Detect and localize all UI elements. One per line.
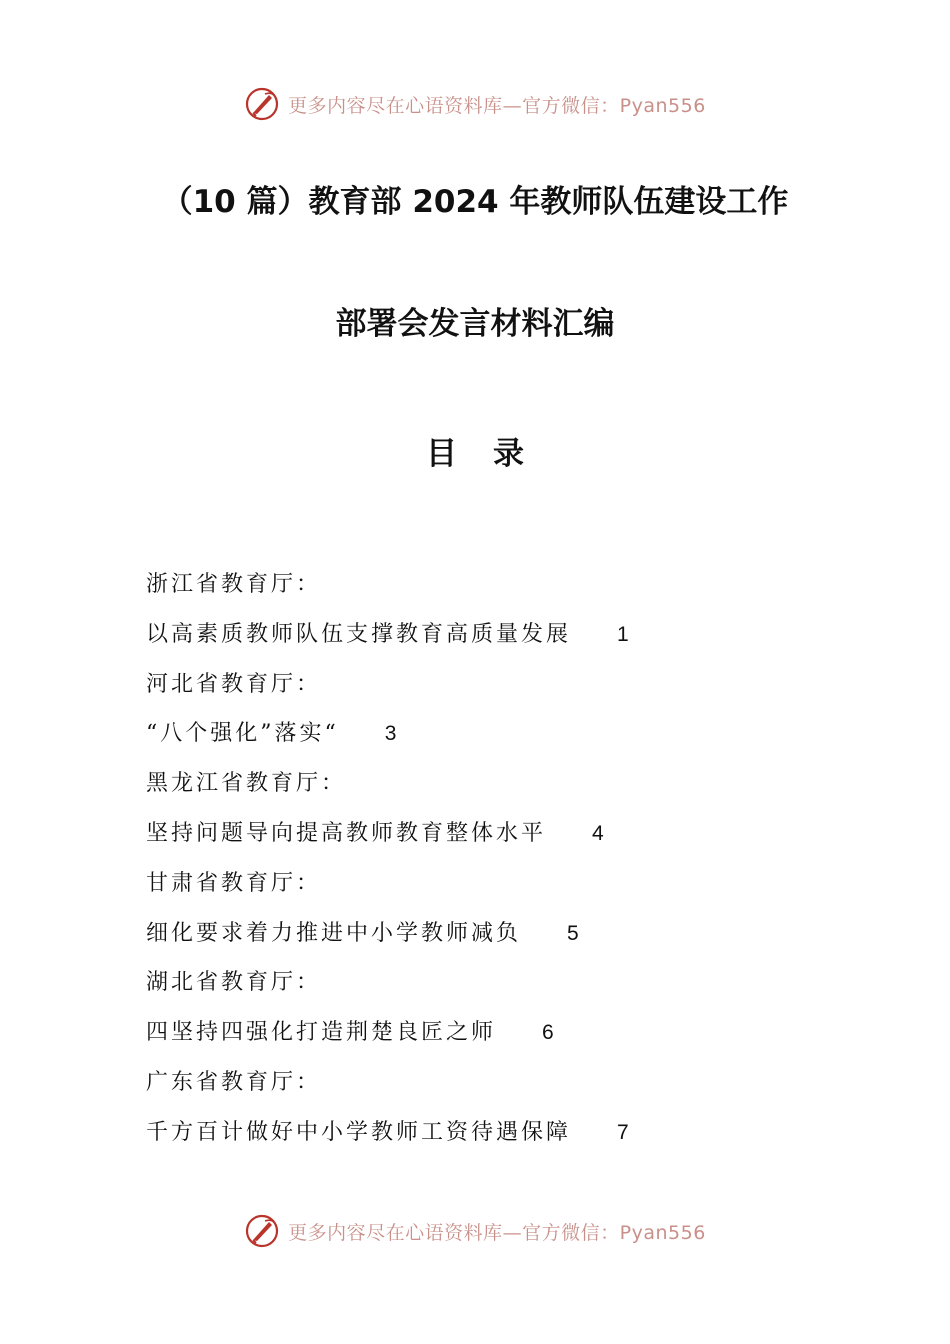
- toc-heading: 目录: [426, 436, 560, 472]
- toc-entry-title: 千方百计做好中小学教师工资待遇保障: [146, 1119, 572, 1145]
- toc-page-number: 7: [617, 1120, 629, 1144]
- toc-entry-hubei[interactable]: [146, 1008, 846, 1058]
- toc-entry-zhejiang[interactable]: [146, 610, 846, 660]
- toc-org-zhejiang: 浙江省教育厅：: [146, 572, 322, 597]
- toc-entry-title: 以高素质教师队伍支撑教育高质量发展: [146, 621, 572, 647]
- toc-org-gansu: 甘肃省教育厅：: [146, 870, 322, 896]
- toc-page-number: 5: [567, 921, 579, 945]
- toc-entry-title: 细化要求着力推进中小学教师减负: [146, 920, 522, 946]
- toc-entry-heilongjiang[interactable]: [146, 809, 846, 859]
- toc-page-number: 4: [592, 821, 604, 845]
- toc-org-hebei: 河北省教育厅：: [146, 671, 322, 697]
- watermark-header: [0, 84, 950, 124]
- quill-logo-icon: [244, 1213, 280, 1249]
- toc-page-number: 3: [384, 722, 397, 746]
- toc-org-hubei: 湖北省教育厅：: [146, 970, 322, 996]
- watermark-text: 更多内容尽在心语资料库—官方微信：Pyan556: [288, 1221, 706, 1244]
- toc-org-guangdong: 广东省教育厅：: [146, 1069, 322, 1095]
- toc-page-number: 1: [617, 622, 629, 646]
- watermark-footer: [0, 1211, 950, 1251]
- toc-page-number: 6: [542, 1021, 554, 1045]
- document-title-line-2: 部署会发言材料汇编: [335, 306, 615, 342]
- toc-entry-guangdong[interactable]: [146, 1108, 846, 1158]
- toc-entry-hebei[interactable]: [146, 709, 846, 759]
- toc-entry-title: 四坚持四强化打造荆楚良匠之师: [146, 1020, 497, 1046]
- document-title-line-1: （10 篇）教育部 2024 年教师队伍建设工作: [161, 184, 789, 220]
- quill-logo-icon: [244, 86, 280, 122]
- table-of-contents: [146, 560, 846, 1158]
- watermark-text: 更多内容尽在心语资料库—官方微信：Pyan556: [288, 94, 706, 117]
- toc-entry-title: 坚持问题导向提高教师教育整体水平: [146, 820, 547, 846]
- toc-entry-title: “八个强化”落实“: [146, 721, 339, 747]
- toc-entry-gansu[interactable]: [146, 909, 846, 959]
- toc-org-heilongjiang: 黑龙江省教育厅：: [146, 771, 347, 797]
